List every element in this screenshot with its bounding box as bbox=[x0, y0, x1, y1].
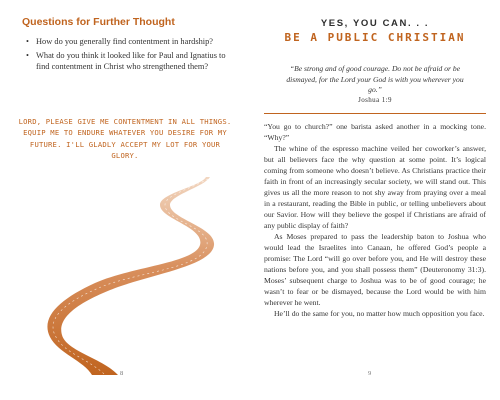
scripture-verse: “Be strong and of good courage. Do not be afraid or be dismayed, for the Lord your God is with you wherever you go.” bbox=[286, 64, 464, 95]
body-paragraph: The whine of the espresso machine veiled her coworker’s answer, but all believers face the why question at some point. It’s logical coming from someone who doesn’t believe. As Christians practice their faith in front of an increasingly secular society, we will stand out. This gives us all the more reason to not shy away from praying over a meal in a restaurant, reading the Bible in public, or telling unbelievers about our Savior. How will they believe the gospel if Christians are afraid of any public display of faith? bbox=[264, 144, 486, 230]
page-number: 8 bbox=[120, 370, 124, 377]
road-path bbox=[47, 177, 214, 375]
question-item: • How do you generally find contentment in hardship? bbox=[26, 36, 232, 47]
devotion-body bbox=[264, 121, 486, 319]
devotion-title: BE A PUBLIC CHRISTIAN bbox=[284, 31, 466, 44]
section-heading: Questions for Further Thought bbox=[22, 16, 175, 28]
series-kicker: YES, YOU CAN. . . bbox=[320, 18, 430, 29]
body-paragraph: He’ll do the same for you, no matter how much opposition you face. bbox=[274, 309, 485, 318]
question-list bbox=[26, 36, 232, 76]
page-number: 9 bbox=[368, 370, 372, 377]
question-item: • What do you think it looked like for Paul and Ignatius to find contentment in Christ who strengthened them? bbox=[26, 50, 232, 72]
right-page bbox=[250, 0, 500, 400]
body-paragraph: “You go to church?” one barista asked another in a mocking tone. “Why?” bbox=[264, 122, 486, 142]
body-paragraph: As Moses prepared to pass the leadership baton to Joshua who would lead the Israelites into Canaan, he offered God’s people a promise: The Lord “will go over before you, and He will destroy these nations before you, and you shall possess them” (Deuteronomy 31:3). Moses’ subsequent charge to Joshua was to be of good courage; he wasn’t to fear or be dismayed, because the Lord would be with him wherever he went. bbox=[264, 232, 486, 307]
divider-rule bbox=[264, 113, 486, 114]
winding-road-illustration bbox=[0, 175, 250, 375]
prayer-text: LORD, PLEASE GIVE ME CONTENTMENT IN ALL THINGS. EQUIP ME TO ENDURE WHATEVER YOU DESIRE FOR MY FUTURE. I'LL GLADLY ACCEPT MY LOT FOR YOUR GLORY. bbox=[18, 117, 232, 161]
scripture-reference: Joshua 1:9 bbox=[358, 96, 392, 104]
